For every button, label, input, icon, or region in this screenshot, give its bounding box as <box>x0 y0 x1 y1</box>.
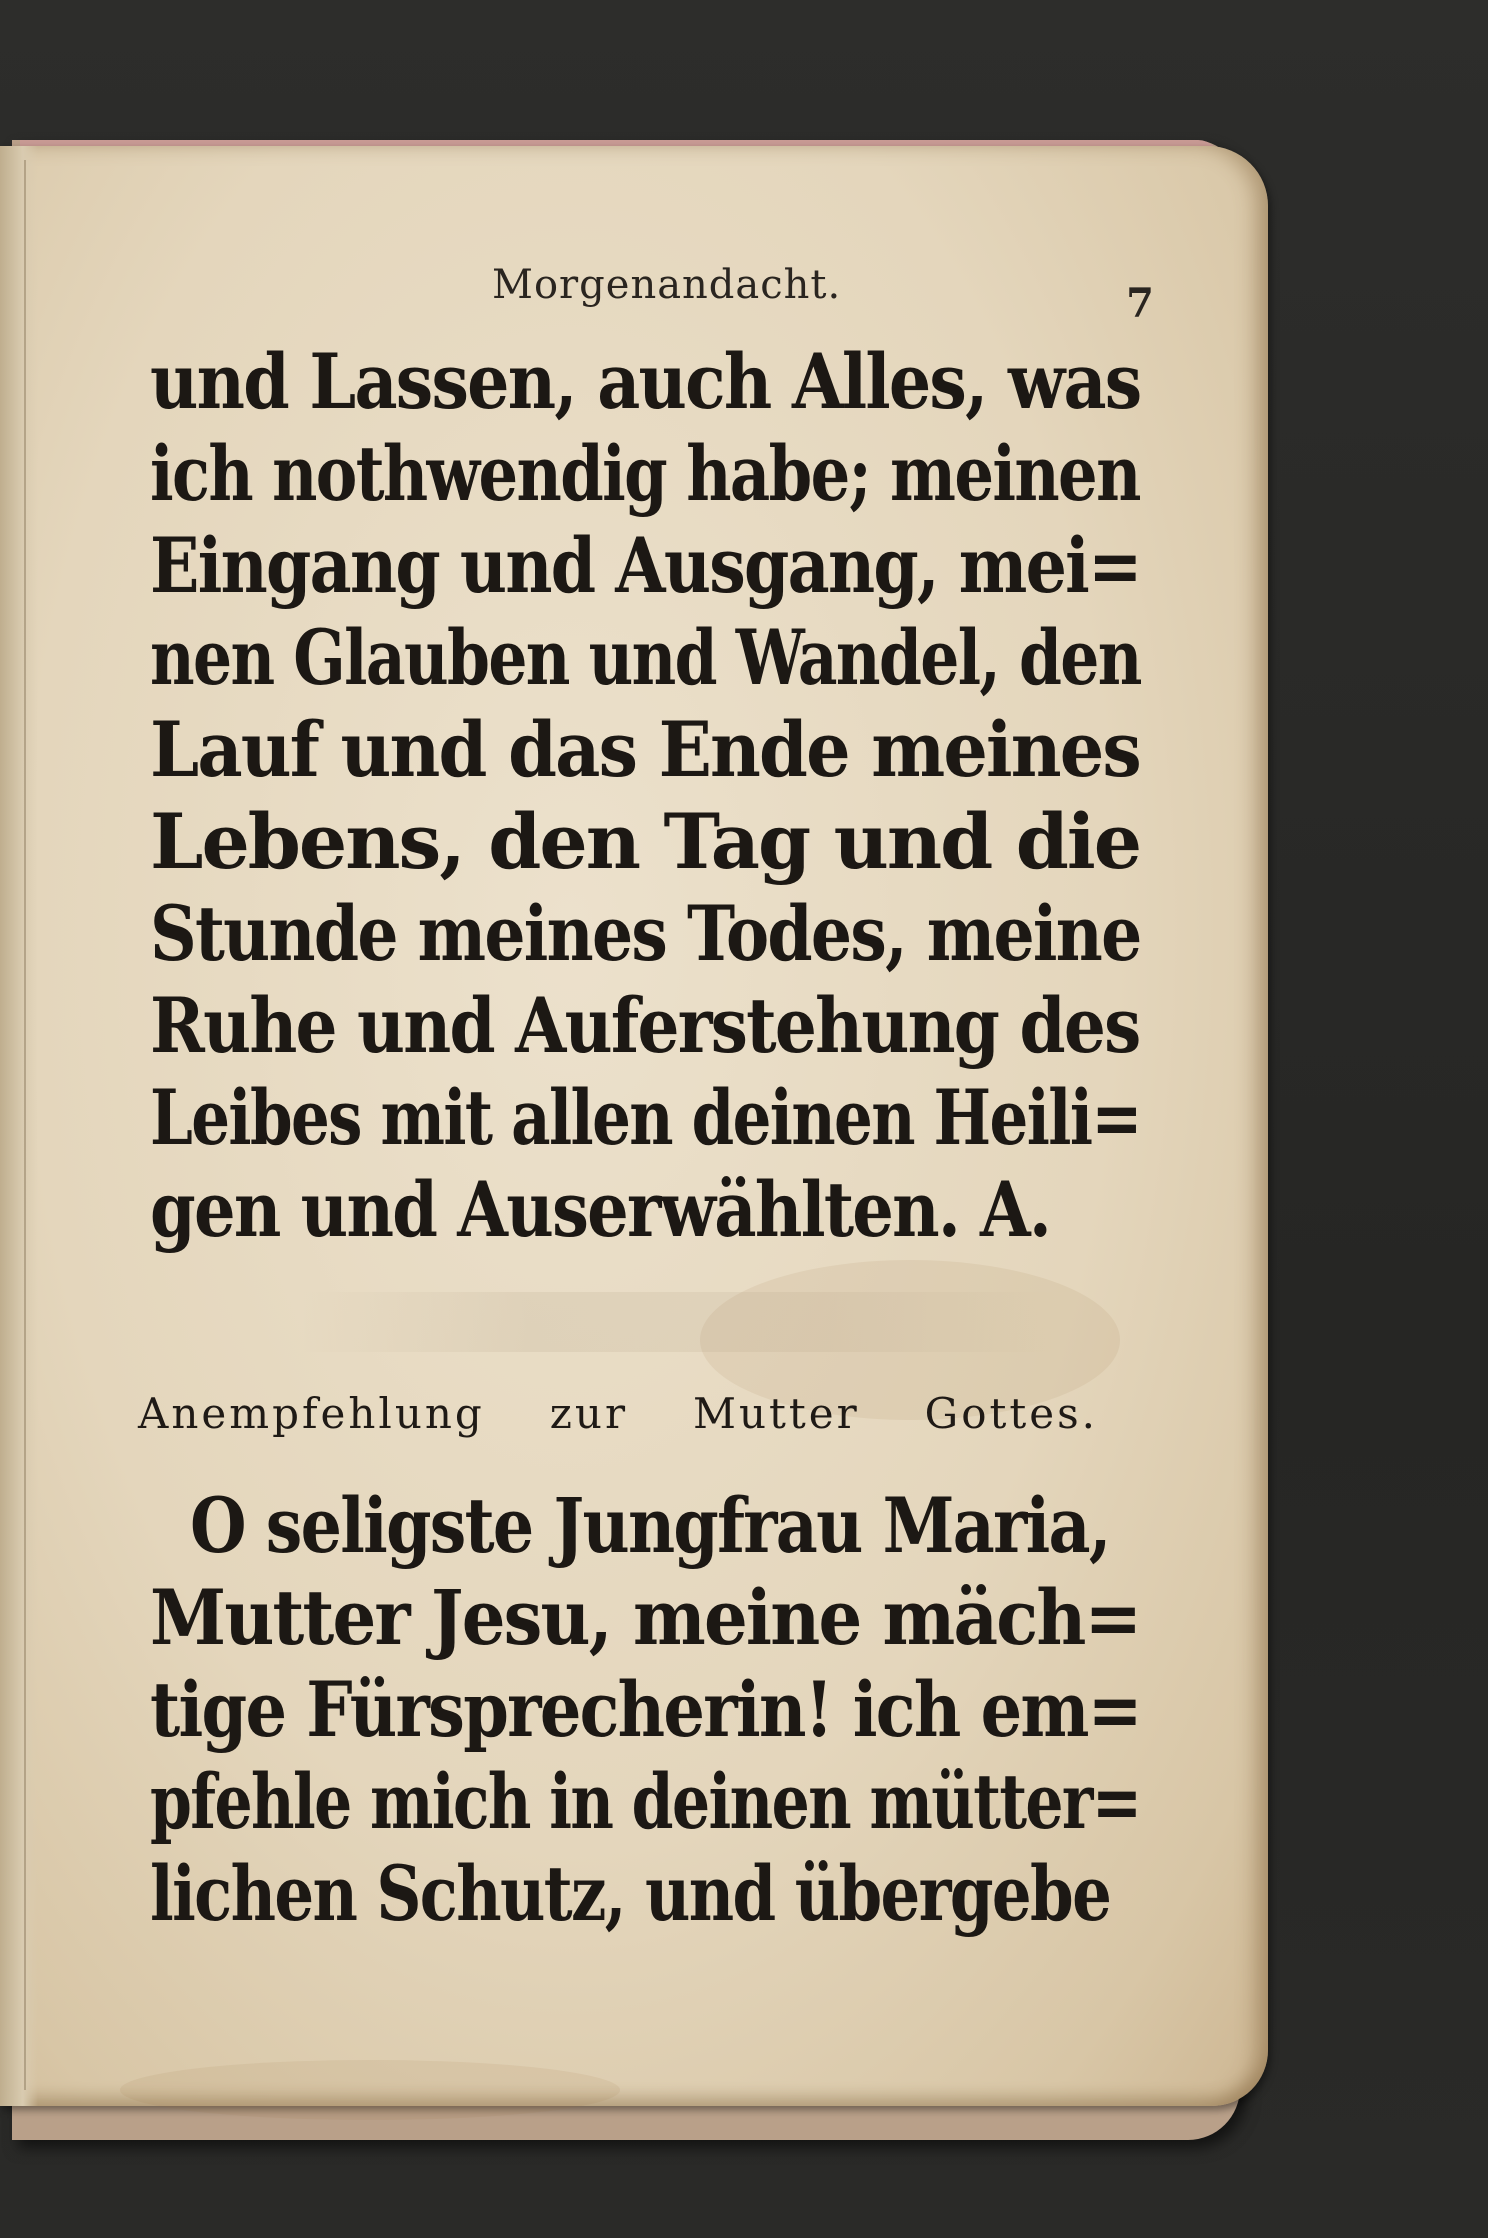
text-line: O seligste Jungfrau Maria, <box>190 1481 1110 1570</box>
text-line-last: gen und Auserwählten. A. <box>150 1165 1051 1254</box>
paper-stain <box>120 2060 620 2120</box>
text-line: Lebens, den Tag und die <box>150 797 1141 886</box>
running-header-title: Morgenandacht. <box>492 262 842 308</box>
text-line: ich nothwendig habe; meinen <box>150 429 1140 518</box>
text-line: Mutter Jesu, meine mäch= <box>150 1573 1141 1662</box>
text-line: pfehle mich in deinen mütter= <box>150 1757 1141 1846</box>
text-line: und Lassen, auch Alles, was <box>150 337 1141 426</box>
page-number: 7 <box>1126 280 1154 327</box>
text-line: lichen Schutz, und übergebe <box>150 1849 1111 1938</box>
text-line: Stunde meines Todes, meine <box>150 889 1141 978</box>
gutter-fold-line <box>24 160 26 2090</box>
bleed-through-shadow <box>300 1292 1060 1352</box>
text-line: Leibes mit allen deinen Heili= <box>150 1073 1141 1162</box>
page-gutter <box>0 146 38 2106</box>
text-line: Lauf und das Ende meines <box>150 705 1140 794</box>
text-line: nen Glauben und Wandel, den <box>150 613 1141 702</box>
text-line: tige Fürsprecherin! ich em= <box>150 1665 1141 1754</box>
text-line: Ruhe und Auferstehung des <box>150 981 1140 1070</box>
section-heading: Anempfehlung zur Mutter Gottes. <box>138 1389 1098 1438</box>
text-line: Eingang und Ausgang, mei= <box>150 521 1141 610</box>
